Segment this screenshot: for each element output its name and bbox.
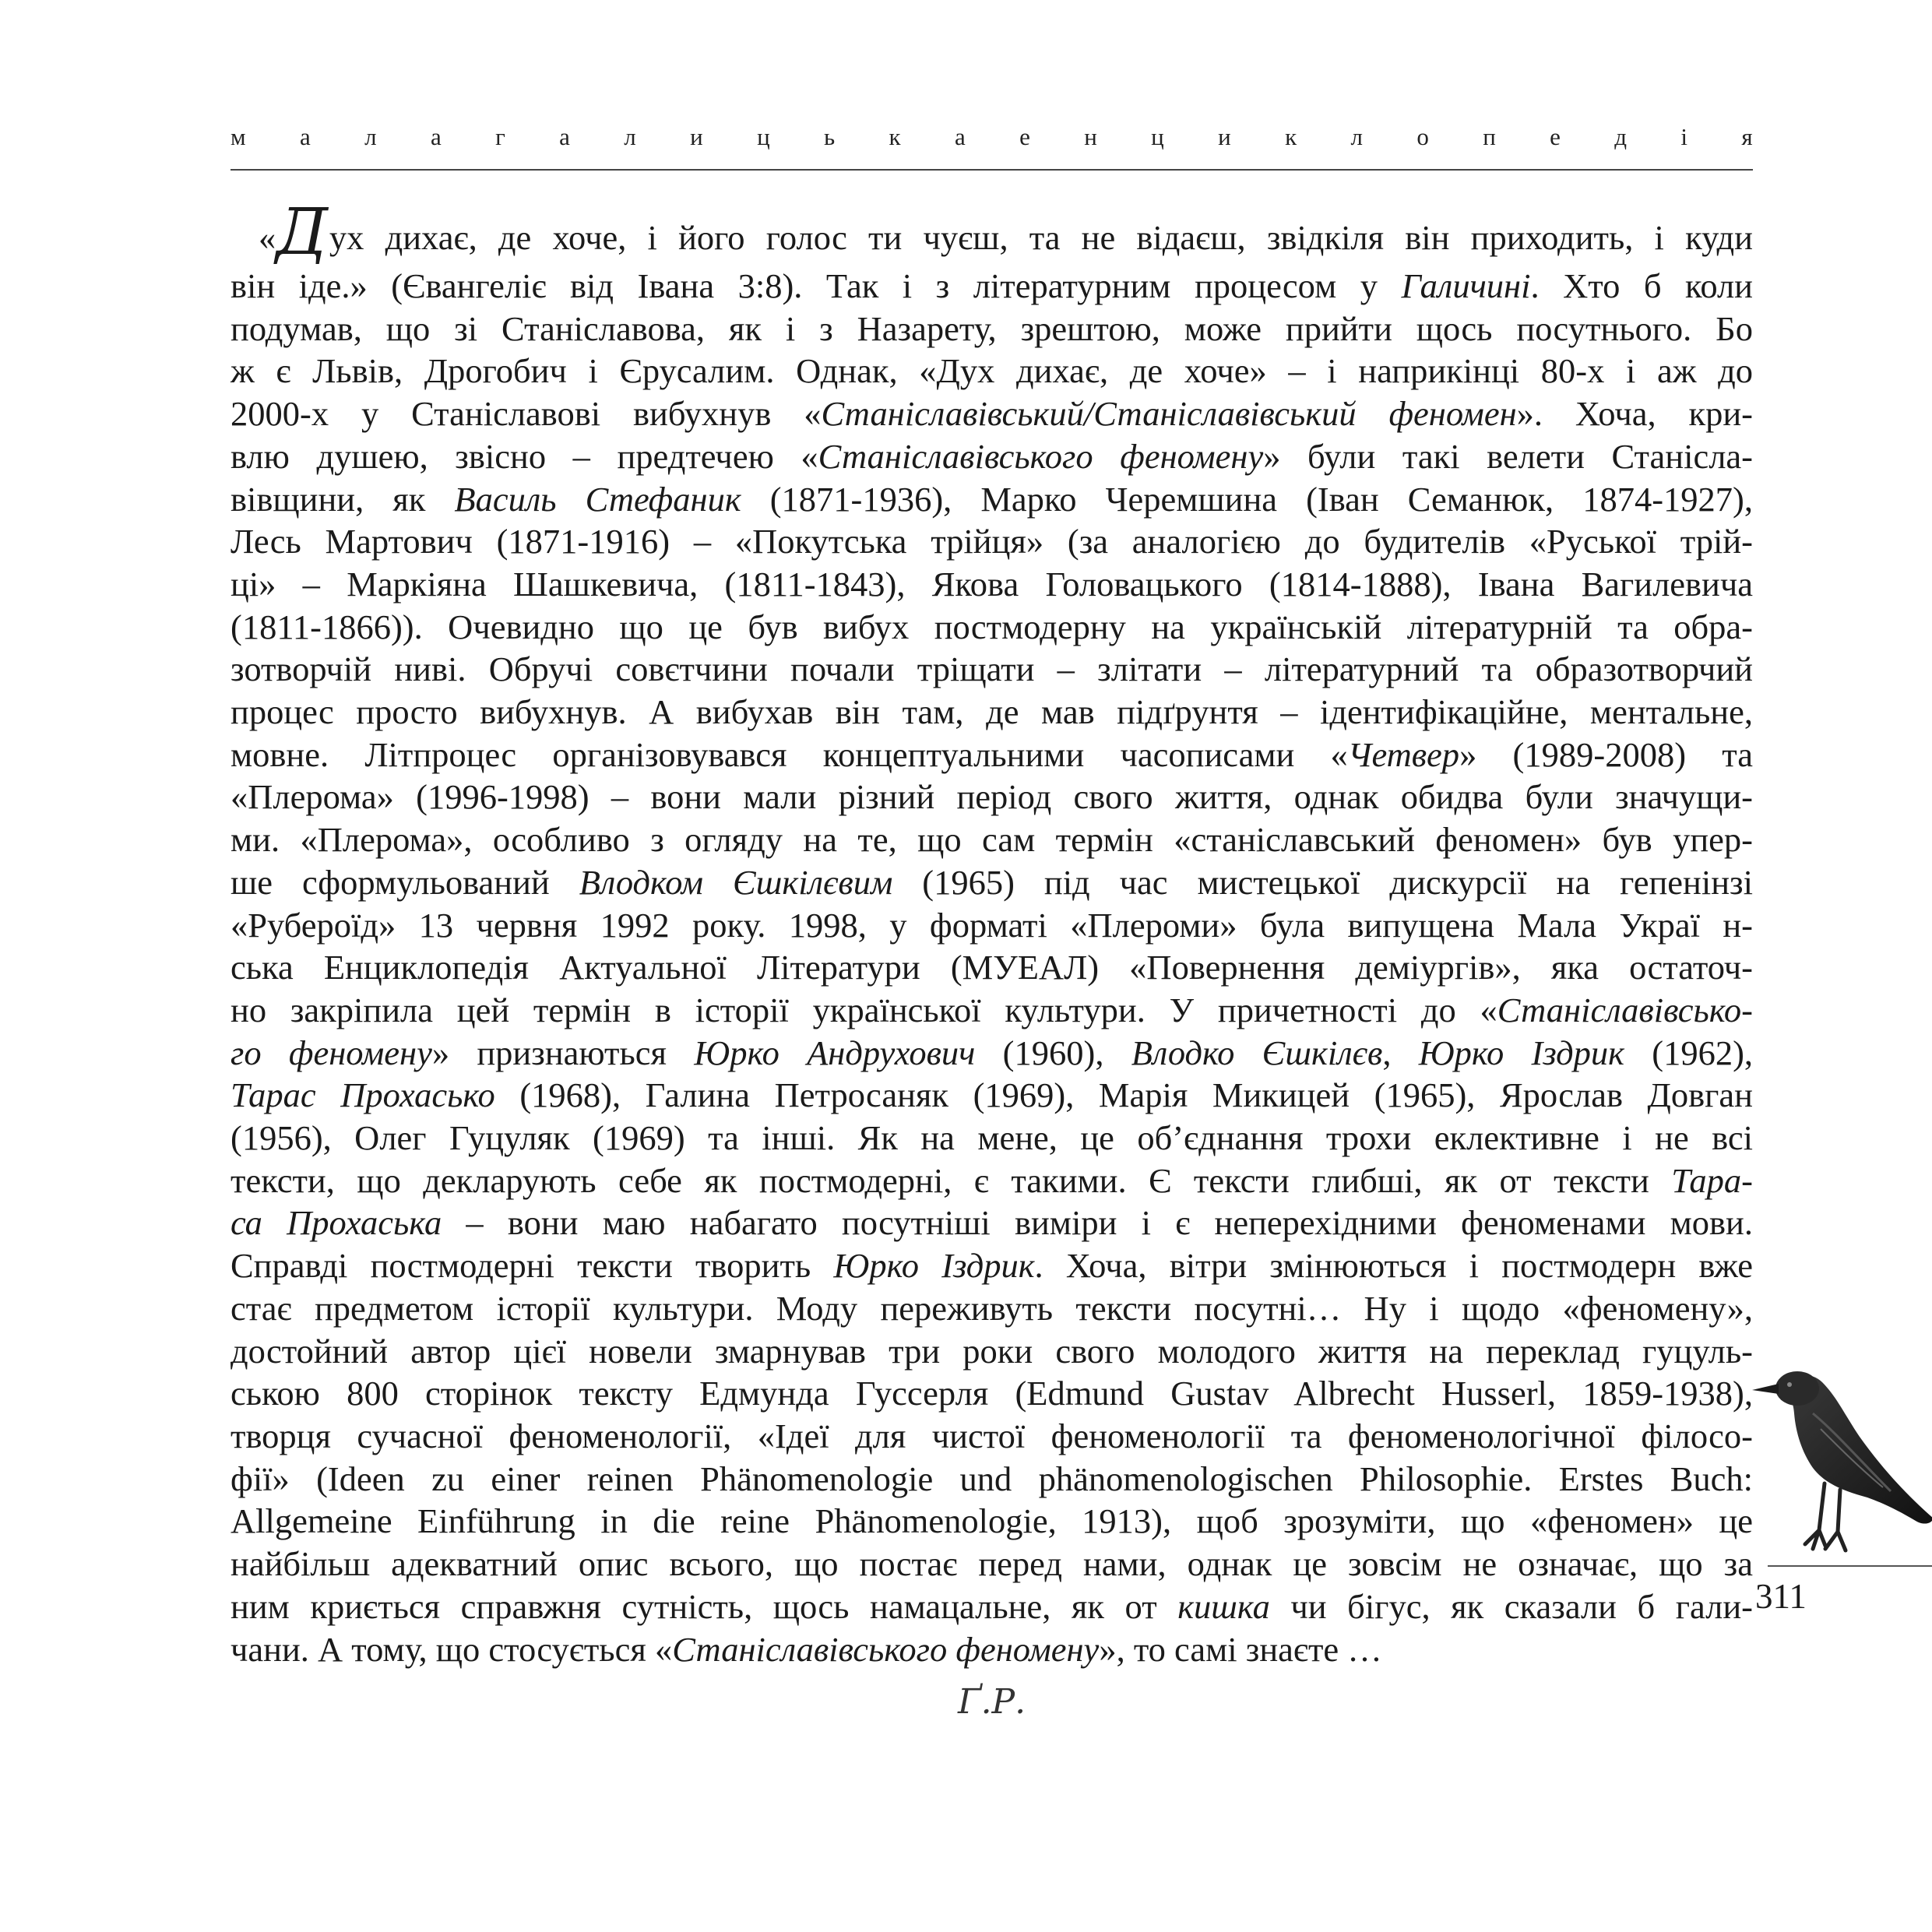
text-line: фії» (Ideen zu einer reinen Phänomenologie und phänomenologischen Philosophie. Erstes Buch:	[231, 1459, 1753, 1498]
header-letter: к	[889, 123, 901, 150]
text-line: вівщини, як Василь Стефаник (1871-1936), Марко Черемшина (Іван Семанюк, 1874-1927),	[231, 479, 1753, 519]
header-letter: л	[364, 123, 377, 150]
text-line: ше сформульований Влодком Єшкілєвим (1965) під час мистецької дискурсії на гепенінзі	[231, 862, 1753, 902]
text-line: ці» – Маркіяна Шашкевича, (1811-1843), Якова Головацького (1814-1888), Івана Вагилевича	[231, 564, 1753, 604]
text-line: достойний автор цієї новели змарнував три роки свого молодого життя на переклад гуцуль-	[231, 1331, 1753, 1371]
header-letter: г	[495, 123, 505, 150]
text-line: но закріпила цей термін в історії української культури. У причетності до «Станіславівсько-	[231, 990, 1753, 1029]
text-line: ською 800 сторінок тексту Едмунда Гуссерля (Edmund Gustav Albrecht Husserl, 1859-1938),	[231, 1374, 1753, 1413]
text-line: Лесь Мартович (1871-1916) – «Покутська трійця» (за аналогією до будителів «Руської трій-	[231, 522, 1753, 561]
text-line: «Плерома» (1996-1998) – вони мали різний період свого життя, однак обидва були значущи-	[231, 777, 1753, 817]
text-line: ми. «Плерома», особливо з огляду на те, що сам термін «станіславський феномен» був упер-	[231, 820, 1753, 860]
text-line: він іде.» (Євангеліє від Івана 3:8). Так і з літературним процесом у Галичині. Хто б коли	[231, 266, 1754, 305]
text-line: тексти, що декларують себе як постмодерні, є такими. Є тексти глибші, як от тексти Тара-	[231, 1160, 1753, 1200]
text-line: чани. А тому, що стосується «Станіславівського феномену», то самі знаєте …	[231, 1629, 1382, 1669]
header-letter: м	[231, 123, 246, 150]
header-letter: ц	[757, 123, 770, 150]
text-line: мовне. Літпроцес організовувався концептуальними часописами «Четвер» (1989-2008) та	[231, 734, 1753, 774]
text-line: ним криється справжня сутність, щось намацальне, як от кишка чи бігус, як сказали б гали-	[231, 1586, 1753, 1626]
text-line: го феномену» признаються Юрко Андрухович (1960), Влодко Єшкілєв, Юрко Іздрик (1962),	[231, 1033, 1754, 1072]
header-letter: л	[624, 123, 636, 150]
header-letter: я	[1741, 123, 1753, 150]
header-letter: е	[1019, 123, 1030, 150]
header-letter: к	[1285, 123, 1297, 150]
header-letter: ц	[1151, 123, 1164, 150]
article-body	[231, 195, 1754, 1670]
text-line: са Прохаська – вони маю набагато посутніші виміри і є неперехідними феноменами мови.	[231, 1203, 1753, 1243]
text-line: влю душею, звісно – предтечею «Станіславівського феномену» були такі велети Станісла-	[231, 436, 1754, 476]
text-line: подумав, що зі Станіславова, як і з Назарету, зрештою, може прийти щось посутнього. Бо	[231, 308, 1753, 348]
text-line: (1956), Олег Гуцуляк (1969) та інші. Як на мене, це об’єднання трохи еклективне і не всі	[231, 1118, 1753, 1158]
crow-illustration	[1751, 1359, 1932, 1565]
header-letter: н	[1084, 123, 1097, 150]
header-letter: а	[430, 123, 442, 150]
text-line: творця сучасної феноменології, «Ідеї для чистої феноменології та феноменологічної філосо-	[231, 1416, 1753, 1455]
page-number: 311	[1755, 1577, 1807, 1616]
page-number-rule	[1768, 1565, 1932, 1567]
text-line: ж є Львів, Дрогобич і Єрусалим. Однак, «Дух дихає, де хоче» – і наприкінці 80-х і аж до	[231, 351, 1753, 391]
running-header	[231, 125, 1753, 149]
header-letter: ь	[824, 123, 836, 150]
author-signature: Ґ.Р.	[958, 1682, 1026, 1722]
text-line: процес просто вибухнув. А вибухав він там, де мав підґрунтя – ідентифікаційне, ментальне,	[231, 692, 1753, 732]
header-letter: д	[1614, 123, 1628, 150]
text-line: ська Енциклопедія Актуальної Літератури (МУЕАЛ) «Повернення деміургів», яка остаточ-	[231, 948, 1753, 987]
header-letter: и	[690, 123, 703, 150]
text-line: (1811-1866)). Очевидно що це був вибух постмодерну на українській літературній та обра-	[231, 607, 1753, 646]
header-letter: о	[1416, 123, 1429, 150]
header-rule	[231, 169, 1753, 171]
text-line: Allgemeine Einführung in die reine Phänomenologie, 1913), щоб зрозуміти, що «феномен» це	[231, 1501, 1753, 1541]
header-letter: и	[1218, 123, 1231, 150]
text-line: «Рубероїд» 13 червня 1992 року. 1998, у форматі «Плероми» була випущена Мала Украї н-	[231, 905, 1753, 945]
text-line: Тарас Прохасько (1968), Галина Петросаняк (1969), Марія Микицей (1965), Ярослав Довган	[231, 1075, 1753, 1115]
text-line: 2000-х у Станіславові вибухнув «Станіславівський/Станіславівський феномен». Хоча, кри-	[231, 394, 1753, 434]
text-line: зотворчій ниві. Обручі совєтчини почали тріщати – злітати – літературний та образотворчий	[231, 649, 1753, 689]
header-letter: а	[954, 123, 966, 150]
text-line: Справді постмодерні тексти творить Юрко Іздрик. Хоча, вітри змінюються і постмодерн вже	[231, 1246, 1753, 1286]
header-letter: л	[1350, 123, 1363, 150]
text-line: стає предметом історії культури. Моду переживуть тексти посутні… Ну і щодо «феномену»,	[231, 1288, 1753, 1328]
text-line: найбільш адекватний опис всього, що постає перед нами, однак це зовсім не означає, що за	[231, 1544, 1753, 1584]
header-letter: а	[559, 123, 570, 150]
header-letter: е	[1550, 123, 1561, 150]
header-letter: п	[1483, 123, 1496, 150]
header-letter: а	[299, 123, 311, 150]
header-letter: і	[1680, 123, 1688, 150]
text-line: «Дух дихає, де хоче, і його голос ти чуєш, та не відаєш, звідкіля він приходить, і куди	[259, 195, 1753, 269]
drop-cap: Д	[276, 195, 328, 269]
